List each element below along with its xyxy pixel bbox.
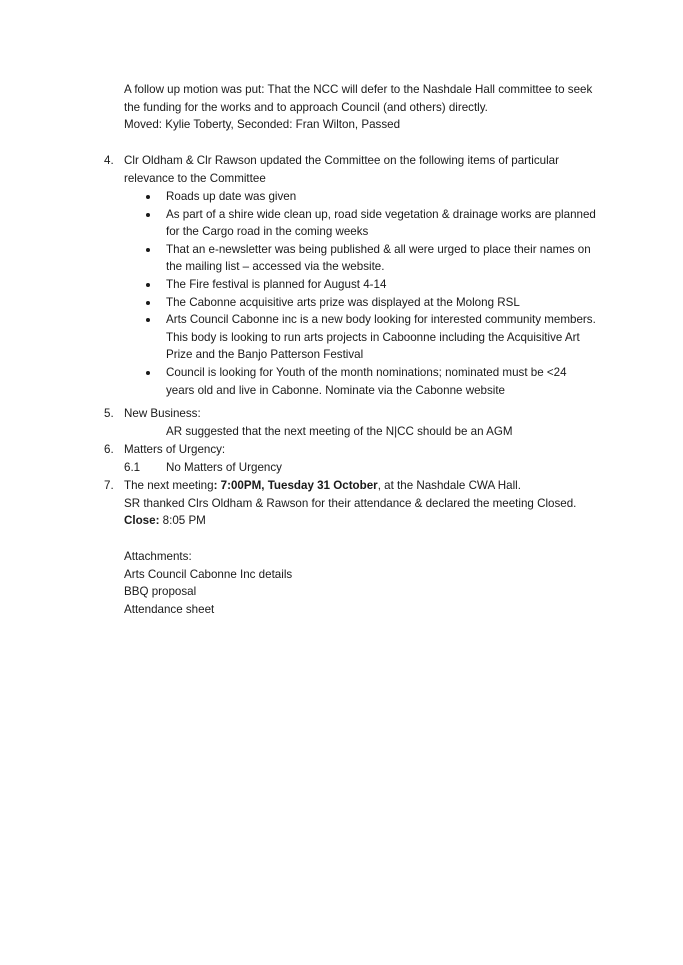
list-item xyxy=(146,206,606,241)
bullet-text: Council is looking for Youth of the month nominations; nominated must be <24 xyxy=(166,365,567,379)
subitem-number: 6.1 xyxy=(124,461,141,474)
council-updates-list xyxy=(146,188,606,399)
item-number: 7. xyxy=(104,479,114,492)
close-time: 8:05 PM xyxy=(159,514,206,528)
bullet-text: The Cabonne acquisitive arts prize was displayed at the Molong RSL xyxy=(166,295,520,309)
list-item xyxy=(146,276,606,294)
list-item xyxy=(146,241,606,276)
attachment-item: Attendance sheet xyxy=(124,602,215,616)
close-label: Close: xyxy=(124,514,160,528)
item-number: 6. xyxy=(104,443,114,456)
list-item xyxy=(146,188,606,206)
bullet-text: The Fire festival is planned for August 4-14 xyxy=(166,277,387,291)
bullet-icon xyxy=(146,195,150,199)
bullet-text: for the Cargo road in the coming weeks xyxy=(166,225,369,239)
intro-line: the funding for the works and to approach Council (and others) directly. xyxy=(124,100,488,114)
bullet-icon xyxy=(146,371,150,375)
item-number: 4. xyxy=(104,154,114,167)
bullet-icon xyxy=(146,248,150,252)
item-heading: New Business: xyxy=(124,407,201,420)
motion-moved-line: Moved: Kylie Toberty, Seconded: Fran Wilton, Passed xyxy=(124,118,401,132)
bullet-text: Roads up date was given xyxy=(166,190,297,203)
new-business-text xyxy=(166,423,646,441)
attachments-heading: Attachments: xyxy=(124,550,192,563)
close-time-line xyxy=(124,512,604,530)
item-text: relevance to the Committee xyxy=(124,171,266,185)
next-meeting-venue: , at the Nashdale CWA Hall. xyxy=(377,479,521,492)
attachments-section xyxy=(124,548,604,618)
bullet-text: This body is looking to run arts projects in Caboonne including the Acquisitive Art xyxy=(166,330,580,344)
subitem-text: No Matters of Urgency xyxy=(166,461,282,474)
next-meeting-datetime: : 7:00PM, Tuesday 31 October xyxy=(213,479,378,492)
bullet-text: Prize and the Banjo Patterson Festival xyxy=(166,348,364,362)
attachment-item: Arts Council Cabonne Inc details xyxy=(124,567,293,581)
intro-line: A follow up motion was put: That the NCC will defer to the Nashdale Hall committee to seek xyxy=(124,83,593,96)
next-meeting-line xyxy=(124,477,604,495)
bullet-text: That an e-newsletter was being published & all were urged to place their names on xyxy=(166,242,591,256)
item-number: 5. xyxy=(104,407,114,420)
bullet-icon xyxy=(146,318,150,322)
bullet-icon xyxy=(146,301,150,305)
bullet-icon xyxy=(146,283,150,287)
bullet-text: Arts Council Cabonne inc is a new body looking for interested community members. xyxy=(166,313,596,327)
intro-paragraph xyxy=(124,81,604,134)
bullet-text: As part of a shire wide clean up, road side vegetation & drainage works are planned xyxy=(166,207,596,221)
item-text: Clr Oldham & Clr Rawson updated the Committee on the following items of particular xyxy=(124,154,559,167)
next-meeting-prefix: The next meeting xyxy=(124,479,214,492)
list-item xyxy=(146,294,606,312)
attachment-item: BBQ proposal xyxy=(124,585,197,599)
bullet-text: the mailing list – accessed via the website. xyxy=(166,260,385,274)
item-heading: Matters of Urgency: xyxy=(124,443,226,456)
bullet-text: years old and live in Cabonne. Nominate via the Cabonne website xyxy=(166,383,506,397)
bullet-icon xyxy=(146,213,150,217)
item-text: AR suggested that the next meeting of the N|CC should be an AGM xyxy=(166,425,513,438)
urgency-subitem xyxy=(124,459,604,477)
list-item xyxy=(146,311,606,364)
list-item xyxy=(146,364,606,399)
closing-remark: SR thanked Clrs Oldham & Rawson for their attendance & declared the meeting Closed. xyxy=(124,496,577,510)
